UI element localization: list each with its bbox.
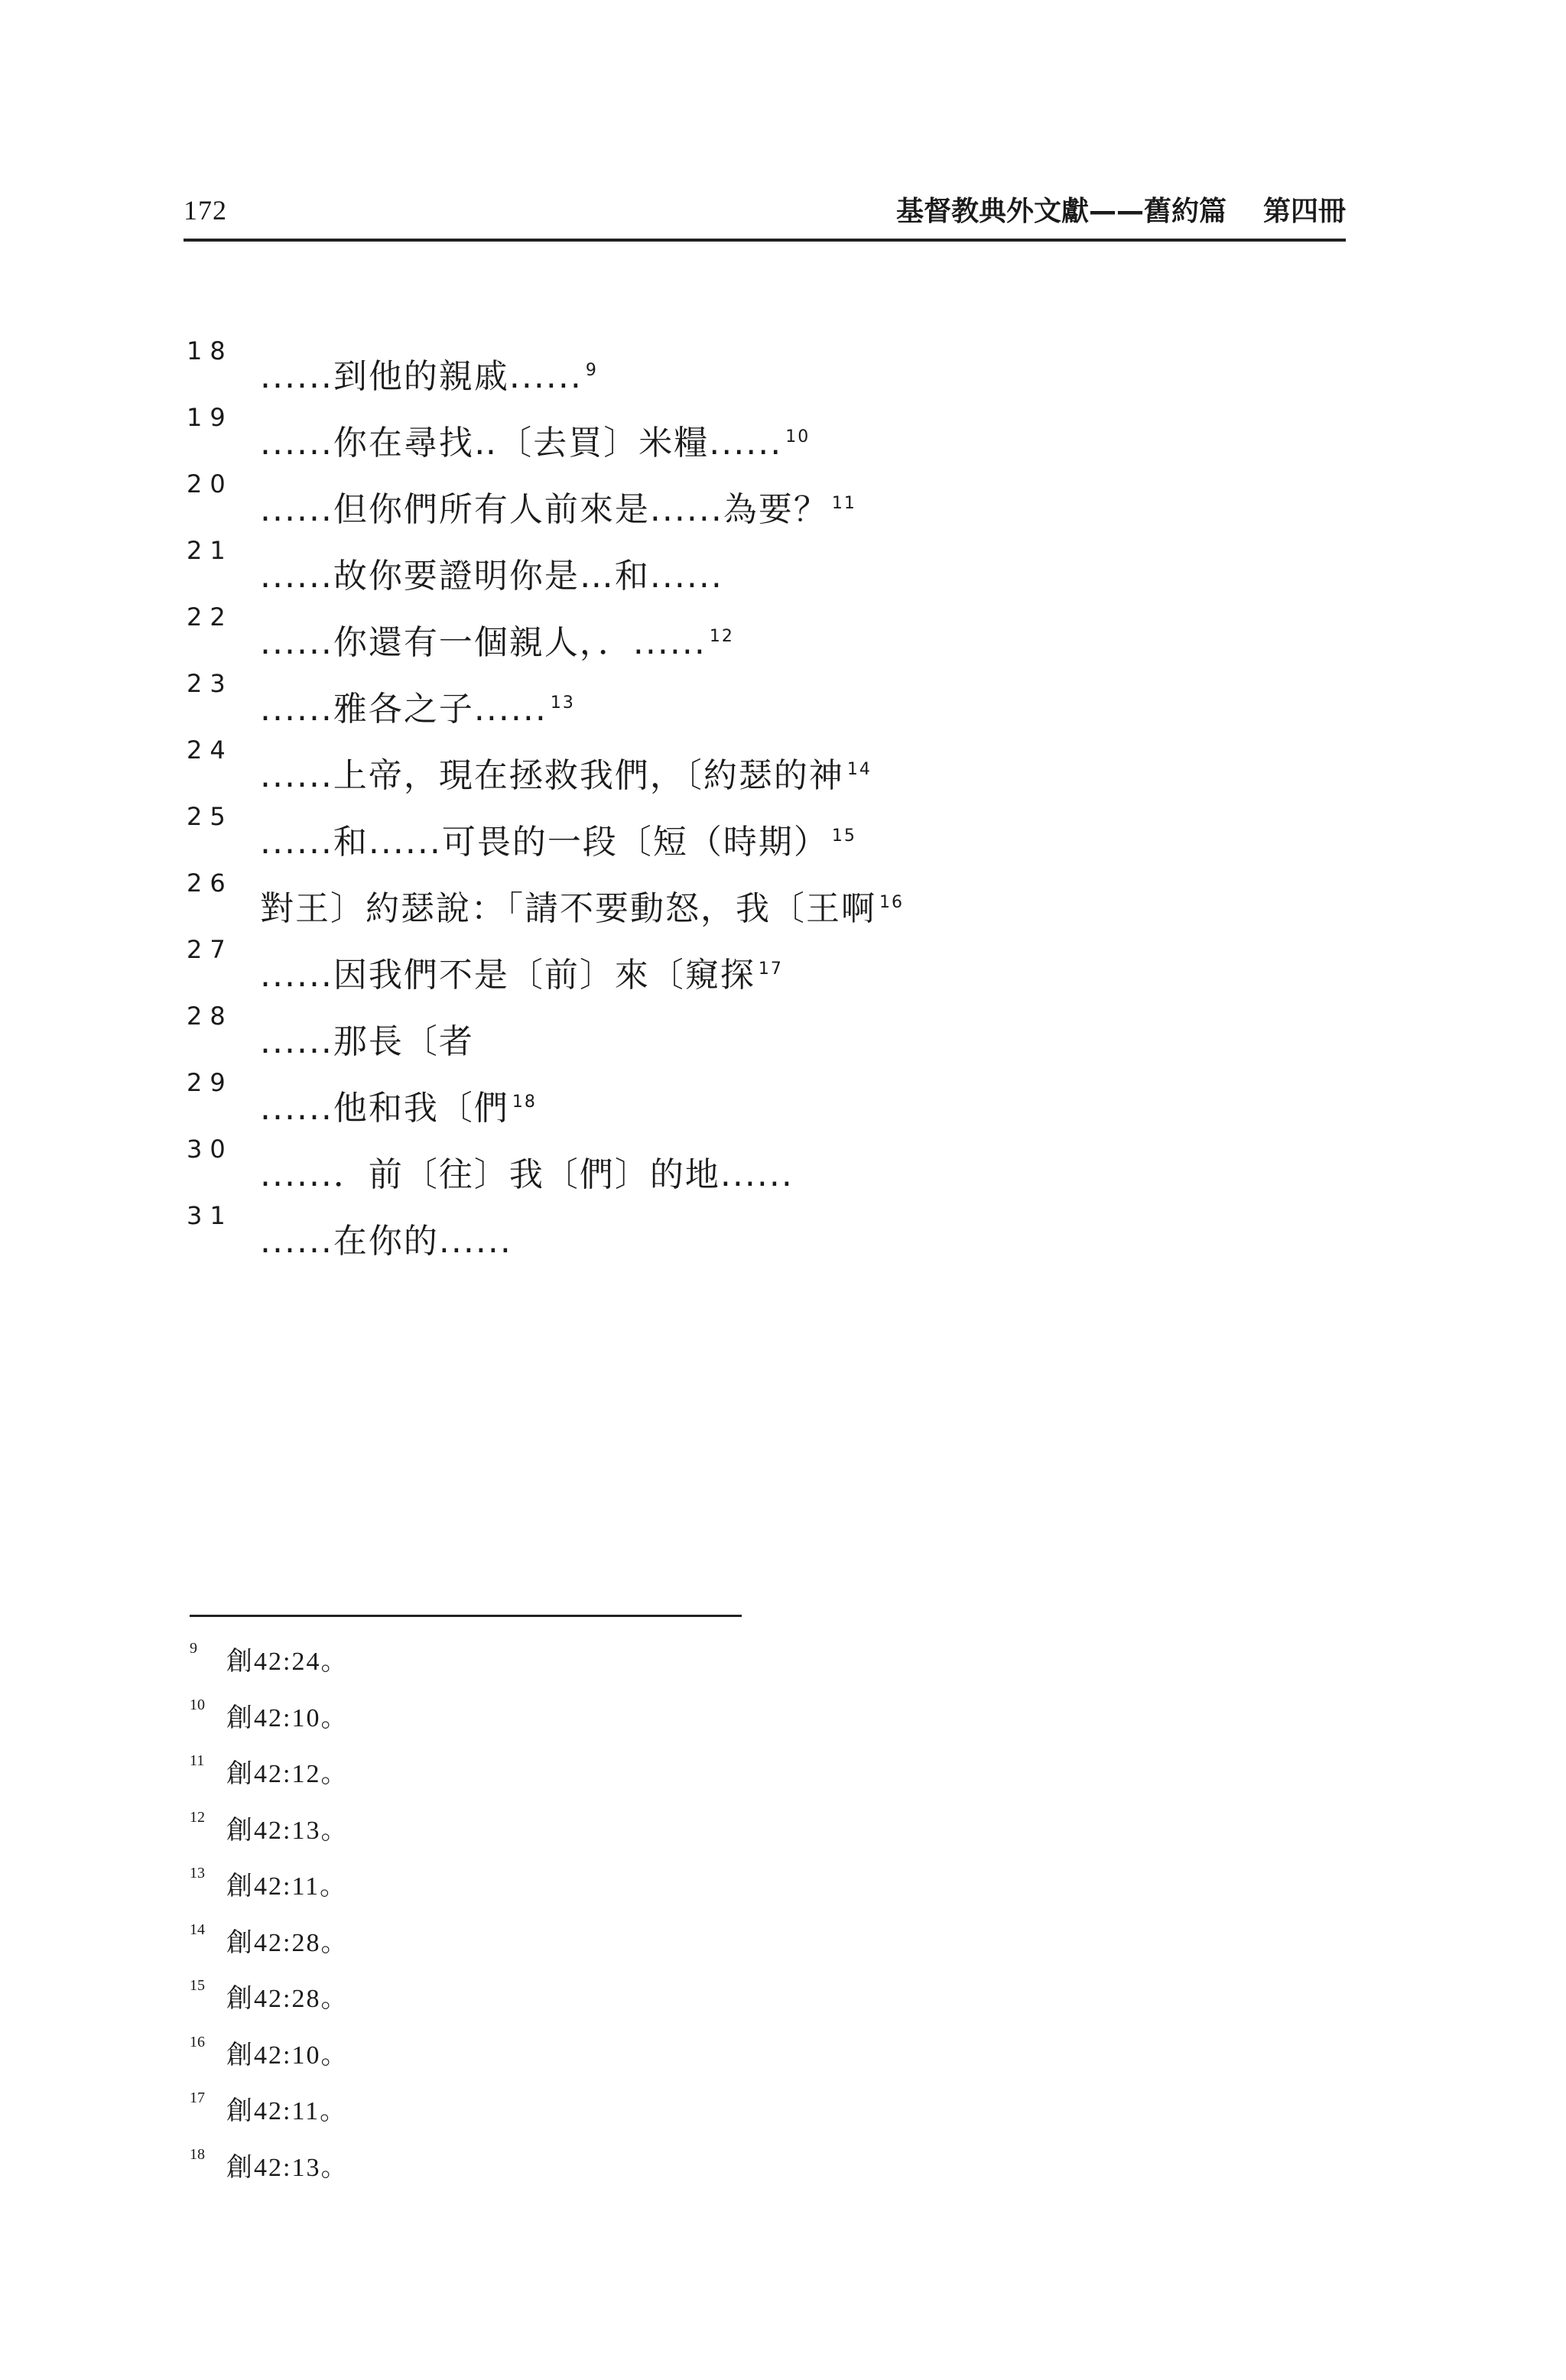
footnote [190,1977,801,2034]
footnote-number: 17 [190,2089,205,2106]
page-number: 172 [184,195,227,226]
verse-number: 28 [187,1002,233,1031]
verse-text [260,1014,477,1063]
verse-content: ......雅各之子...... [260,690,547,729]
footnote [190,2034,801,2090]
verse-number: 31 [187,1201,233,1230]
footnote-number: 12 [190,1808,205,1826]
footnote-text: 創42:13。 [226,2153,349,2182]
verse-content: 對王〕約瑟說：「請不要動怒，我〔王啊 [260,889,876,928]
verse-line [184,735,1330,802]
verse-text [260,548,726,597]
verse-content: ......到他的親戚...... [260,357,583,396]
verse-number: 19 [187,403,233,432]
book-title-main: 基督教典外文獻——舊約篇 [895,196,1226,227]
footnote-text: 創42:11。 [226,2097,348,2125]
footnote-divider [190,1615,742,1617]
footnote [190,1752,801,1809]
verse-number: 21 [187,536,233,565]
footnote-marker[interactable]: 11 [831,494,856,514]
verse-line [184,403,1330,469]
footnote-number: 9 [190,1640,197,1657]
footnote [190,1640,801,1697]
verse-content: ......和......可畏的一段〔短（時期） [260,823,829,862]
verse-content: ......．前〔往〕我〔們〕的地...... [260,1155,794,1194]
footnote-number: 13 [190,1865,205,1882]
verse-line [184,935,1330,1002]
verse-line [184,802,1330,869]
verse-content: ......你還有一個親人，．...... [260,623,707,662]
verse-line [184,869,1330,935]
footnote-marker[interactable]: 14 [846,760,872,780]
footnote-marker[interactable]: 10 [785,427,811,447]
verse-content: ......那長〔者 [260,1022,474,1061]
verse-line [184,1002,1330,1068]
footnote-number: 14 [190,1921,205,1938]
verse-line [184,1201,1330,1268]
footnote-text: 創42:12。 [226,1760,349,1788]
footnote-number: 18 [190,2145,205,2163]
footnote [190,2089,801,2146]
verse-content: ......故你要證明你是…和...... [260,557,723,596]
verse-line [184,336,1330,403]
footnote-text: 創42:10。 [226,1703,349,1732]
verse-line [184,669,1330,735]
verse-text [260,1080,537,1129]
verse-text [260,482,856,531]
footnote-text: 創42:28。 [226,1985,349,2013]
verse-line [184,602,1330,669]
verse-content: ......在你的...... [260,1222,512,1261]
footnote-marker[interactable]: 9 [585,361,598,381]
verse-content: ......你在尋找‥〔去買〕米糧...... [260,424,783,463]
verse-text [260,1147,797,1196]
footnote-list [190,1640,801,2202]
verse-text [260,1213,515,1262]
verse-content: ......但你們所有人前來是......為要？ [260,490,829,529]
footnote-number: 11 [190,1752,205,1769]
verse-text [260,349,598,398]
verse-text [260,881,904,930]
verse-number: 27 [187,935,233,964]
footnote-text: 創42:10。 [226,2041,349,2070]
verse-number: 26 [187,869,233,898]
verse-number: 24 [187,735,233,765]
verse-number: 25 [187,802,233,831]
verse-line [184,469,1330,536]
footnote-marker[interactable]: 15 [831,826,856,846]
footnote-marker[interactable]: 18 [512,1093,537,1112]
verse-number: 20 [187,469,233,498]
footnote [190,2146,801,2203]
footnote-text: 創42:28。 [226,1928,349,1957]
footnote [190,1809,801,1865]
book-title [896,190,1346,229]
verse-line [184,1068,1330,1135]
footnote-marker[interactable]: 13 [550,693,575,713]
footnote-number: 10 [190,1696,205,1713]
footnote [190,1865,801,1921]
verse-number: 22 [187,602,233,632]
verse-content: ......因我們不是〔前〕來〔窺探 [260,956,755,995]
footnote-marker[interactable]: 12 [709,627,734,647]
footnote-text: 創42:13。 [226,1816,349,1845]
footnote [190,1921,801,1978]
verse-text [260,615,734,664]
verse-content: ......上帝，現在拯救我們，〔約瑟的神 [260,756,844,795]
footnote-text: 創42:24。 [226,1648,349,1676]
verse-line [184,536,1330,602]
footnote-marker[interactable]: 17 [758,959,783,979]
verse-text [260,814,856,863]
verse-number: 29 [187,1068,233,1097]
running-header [184,190,1346,242]
verse-text [260,415,810,464]
book-title-volume: 第四冊 [1262,196,1346,227]
footnote-marker[interactable]: 16 [879,893,904,913]
verse-list [184,336,1330,1268]
verse-content: ......他和我〔們 [260,1089,509,1128]
verse-text [260,947,783,996]
verse-text [260,748,872,797]
verse-number: 23 [187,669,233,698]
verse-line [184,1135,1330,1201]
footnote-number: 15 [190,1977,205,1994]
verse-number: 18 [187,336,233,365]
footnote-text: 創42:11。 [226,1872,348,1901]
verse-text [260,681,575,730]
footnote-number: 16 [190,2033,205,2050]
verse-number: 30 [187,1135,233,1164]
footnote [190,1697,801,1753]
